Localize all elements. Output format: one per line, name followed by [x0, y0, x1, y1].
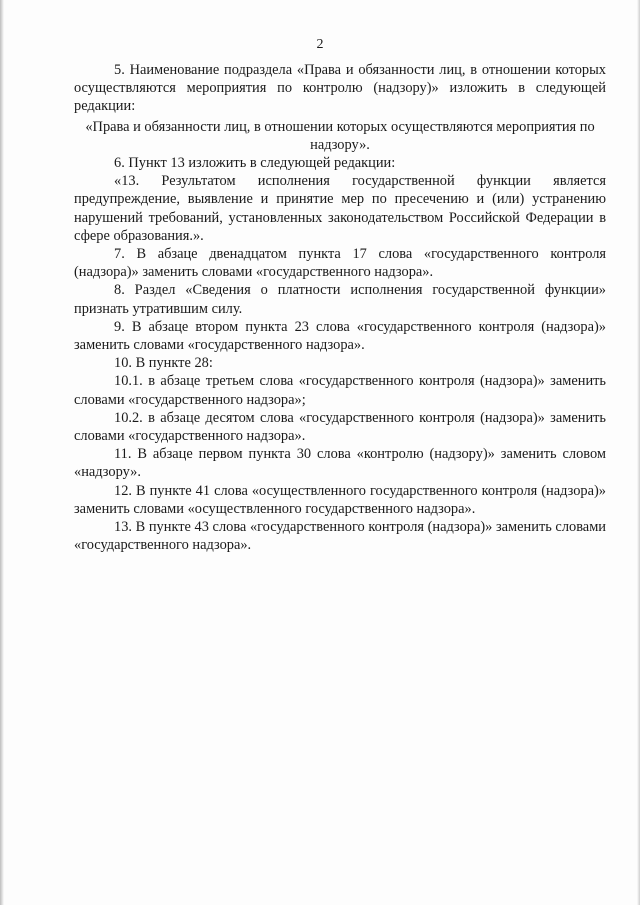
paragraph-6: 6. Пункт 13 изложить в следующей редакции: [114, 155, 396, 172]
scan-edge-left [0, 0, 4, 905]
page-number: 2 [316, 37, 324, 52]
quoted-subsection-title: «Права и обязанности лиц, в отношении которых осуществляются мероприятия по надзору». [85, 118, 595, 153]
paragraph-5: 5. Наименование подраздела «Права и обязанности лиц, в отношении которых осуществляются мероприятия по контролю (надзору)» изложить в следующей редакции: [74, 62, 606, 115]
paragraph-8: 8. Раздел «Сведения о платности исполнения государственной функции» признать утратившим силу. [74, 282, 606, 317]
paragraph-9: 9. В абзаце втором пункта 23 слова «государственного контроля (надзора)» заменить словами «государственного надзора». [74, 318, 606, 354]
document-body [74, 61, 606, 554]
paragraph-12: 12. В пункте 41 слова «осуществленного государственного контроля (надзора)» заменить словами «осуществленного государственного надзора». [74, 482, 606, 517]
paragraph-7: 7. В абзаце двенадцатом пункта 17 слова «государственного контроля (надзора)» заменить словами «государственного надзора». [74, 246, 606, 281]
paragraph-13: 13. В пункте 43 слова «государственного контроля (надзора)» заменить словами «государственного надзора». [74, 519, 606, 554]
paragraph-11: 11. В абзаце первом пункта 30 слова «контролю (надзору)» заменить словом «надзору». [74, 446, 606, 481]
paragraph-6-quote: «13. Результатом исполнения государственной функции является предупреждение, выявление и принятие мер по пресечению и (или) устранению нарушений требований, установленных законодательством Российской Федерации в сфере образования.». [74, 173, 606, 244]
paragraph-10: 10. В пункте 28: [114, 355, 213, 372]
paragraph-10-2: 10.2. в абзаце десятом слова «государственного контроля (надзора)» заменить словами «государственного надзора». [74, 409, 606, 445]
paragraph-10-1: 10.1. в абзаце третьем слова «государственного контроля (надзора)» заменить словами «государственного надзора»; [74, 373, 606, 408]
